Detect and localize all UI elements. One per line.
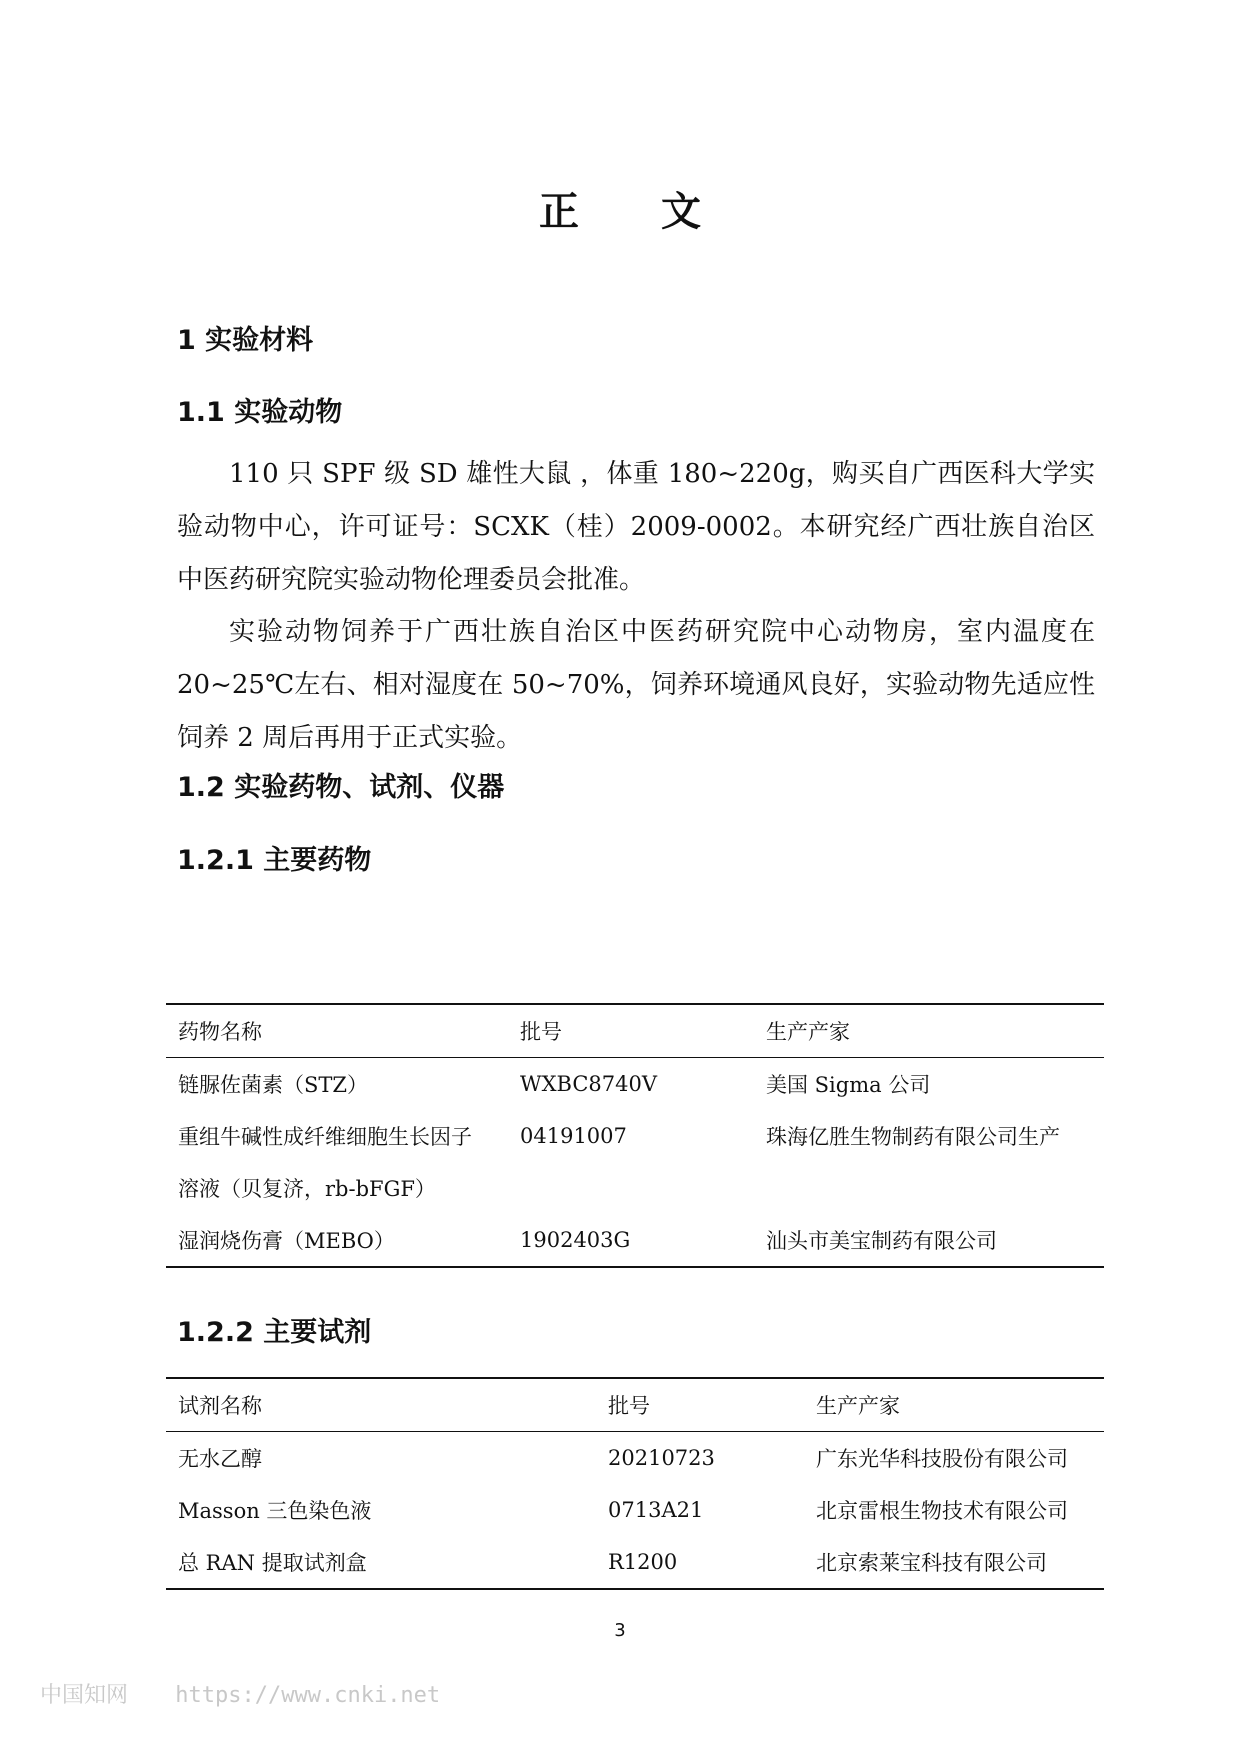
reagent-name: 总 RAN 提取试剂盒 (178, 1551, 367, 1575)
section-heading-1-2-1: 1.2.1 主要药物 (177, 845, 372, 876)
column-header: 批号 (608, 1394, 650, 1418)
watermark (40, 1678, 474, 1709)
drug-name: 湿润烧伤膏（MEBO） (178, 1229, 395, 1253)
paragraph-animals: 110 只 SPF 级 SD 雄性大鼠 ，体重 180~220g，购买自广西医科大学实验动物中心，许可证号：SCXK（桂）2009-0002。本研究经广西壮族自治区中医药研究院实验动物伦理委员会批准。 (177, 459, 1095, 595)
batch-number: WXBC8740V (520, 1072, 658, 1096)
batch-number: 0713A21 (608, 1498, 704, 1522)
table-row (166, 1110, 1104, 1162)
drug-name: 溶液（贝复济，rb-bFGF） (178, 1177, 436, 1201)
reagents-table (166, 1377, 1104, 1590)
manufacturer: 北京雷根生物技术有限公司 (816, 1499, 1068, 1523)
column-header: 药物名称 (178, 1020, 262, 1044)
page-number: 3 (614, 1620, 626, 1641)
manufacturer: 美国 Sigma 公司 (766, 1073, 931, 1097)
table-header-row (166, 1004, 1104, 1058)
manufacturer: 汕头市美宝制药有限公司 (766, 1229, 997, 1253)
watermark-url: https://www.cnki.net (175, 1683, 441, 1708)
section-heading-1: 1 实验材料 (177, 325, 314, 356)
section-heading-1-2-2: 1.2.2 主要试剂 (177, 1317, 372, 1348)
page-title: 正 文 (539, 189, 735, 235)
batch-number: 04191007 (520, 1124, 627, 1148)
drugs-table (166, 1003, 1104, 1268)
column-header: 生产产家 (766, 1020, 850, 1044)
manufacturer (754, 1162, 1104, 1214)
manufacturer: 广东光华科技股份有限公司 (816, 1447, 1068, 1471)
batch-number (508, 1162, 754, 1214)
batch-number: 1902403G (520, 1228, 631, 1252)
table-row (166, 1162, 1104, 1214)
manufacturer: 珠海亿胜生物制药有限公司生产 (766, 1125, 1060, 1149)
table-header-row (166, 1378, 1104, 1432)
section-heading-1-2: 1.2 实验药物、试剂、仪器 (177, 772, 505, 803)
table-row (166, 1484, 1104, 1536)
batch-number: R1200 (608, 1550, 678, 1574)
drug-name: 重组牛碱性成纤维细胞生长因子 (178, 1125, 472, 1149)
column-header: 批号 (520, 1020, 562, 1044)
watermark-brand: 中国知网 (40, 1683, 129, 1708)
reagent-name: Masson 三色染色液 (178, 1499, 372, 1523)
drug-name: 链脲佐菌素（STZ） (178, 1073, 368, 1097)
table-row (166, 1214, 1104, 1267)
column-header: 试剂名称 (178, 1394, 262, 1418)
manufacturer: 北京索莱宝科技有限公司 (816, 1551, 1047, 1575)
table-row (166, 1432, 1104, 1485)
batch-number: 20210723 (608, 1446, 715, 1470)
table-row (166, 1058, 1104, 1111)
reagent-name: 无水乙醇 (178, 1447, 262, 1471)
paragraph-housing: 实验动物饲养于广西壮族自治区中医药研究院中心动物房，室内温度在 20~25℃左右、相对湿度在 50~70%，饲养环境通风良好，实验动物先适应性饲养 2 周后再用于正式实验。 (177, 617, 1095, 753)
section-heading-1-1: 1.1 实验动物 (177, 397, 343, 428)
table-row (166, 1536, 1104, 1589)
column-header: 生产产家 (816, 1394, 900, 1418)
